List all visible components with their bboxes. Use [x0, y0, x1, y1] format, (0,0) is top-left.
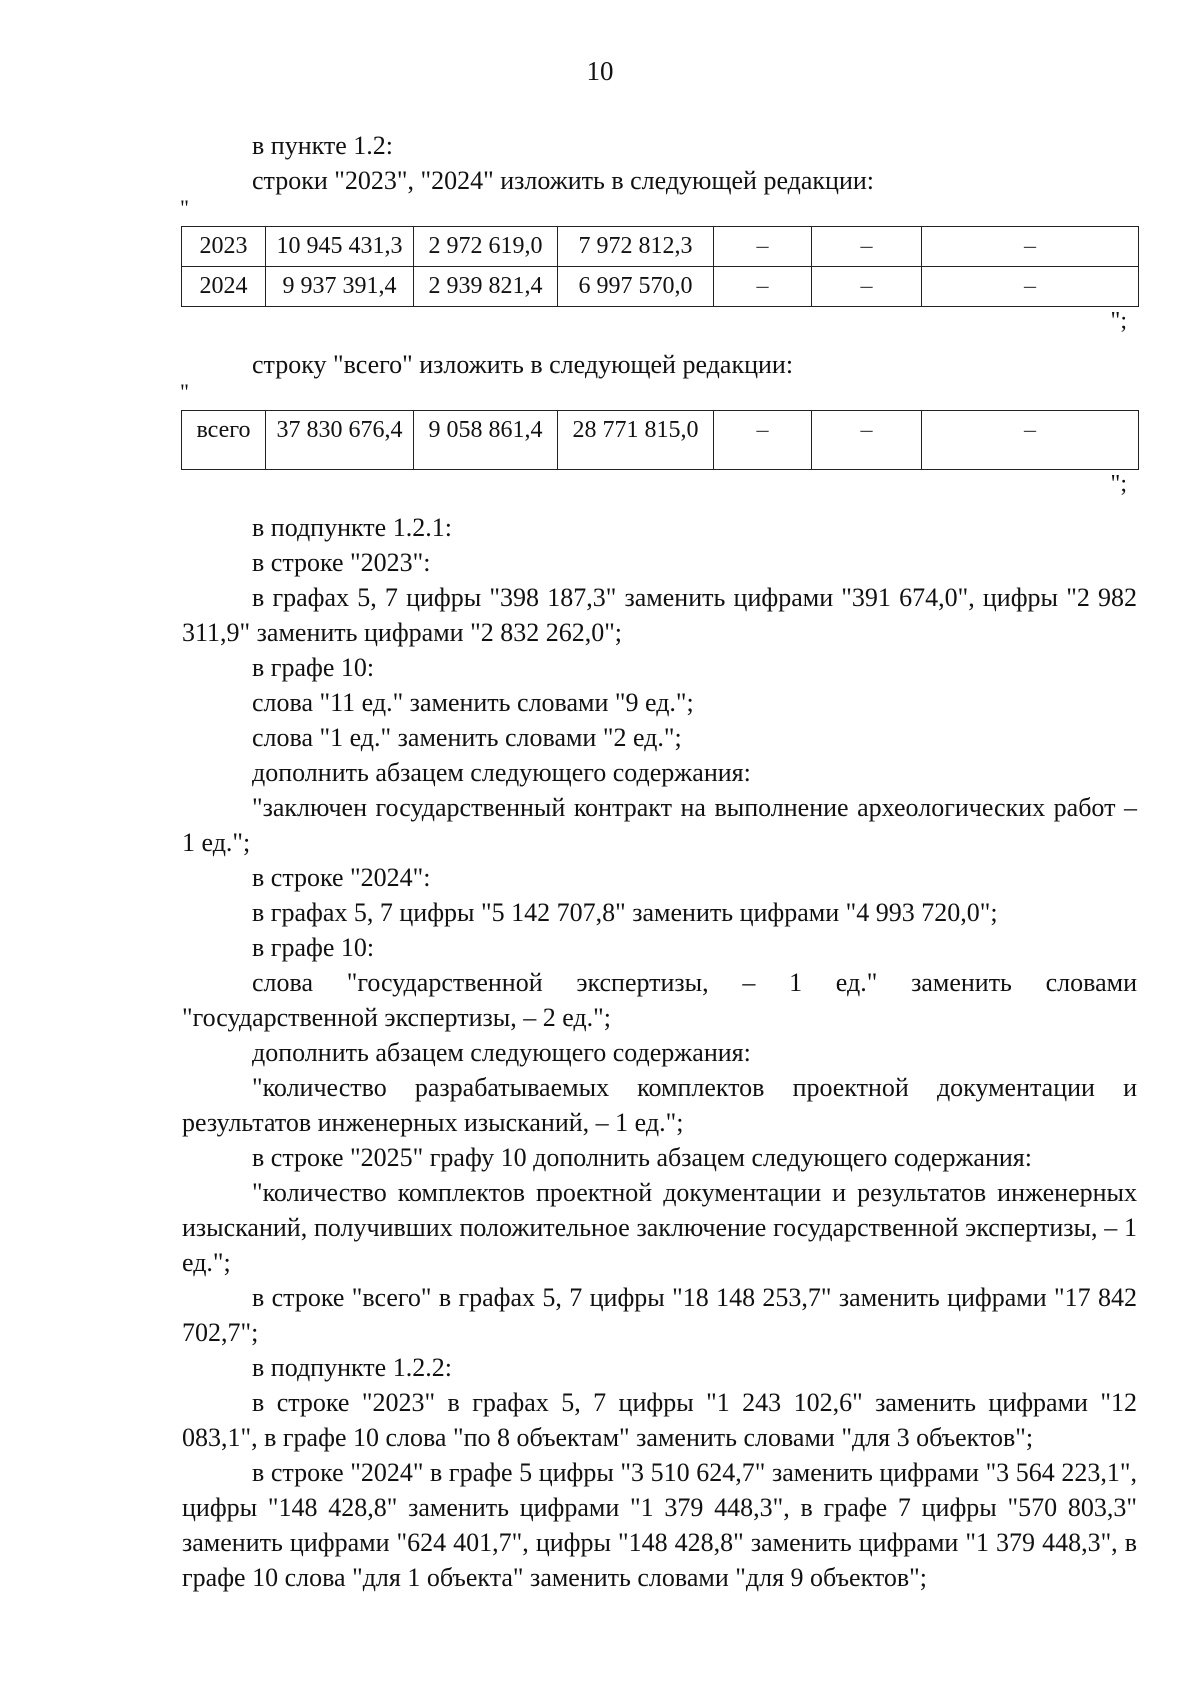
table-cell: всего [182, 411, 266, 470]
paragraph: в подпункте 1.2.1: [252, 513, 452, 542]
amendment-table-total [181, 410, 1139, 470]
paragraph: в графе 10: [252, 933, 375, 962]
table-cell: – [922, 227, 1139, 267]
paragraph: в подпункте 1.2.2: [252, 1353, 452, 1382]
paragraph: в строке "2024" в графе 5 цифры "3 510 624,7" заменить цифрами "3 564 223,1", цифры "148 428,8" заменить цифрами "1 379 448,3", в графе 7 цифры "570 803,3" заменить цифрами "624 401,7", цифры "148 428,8" заменить цифрами "1 379 448,3", в графе 10 слова "для 1 объекта" заменить словами "для 9 объектов"; [182, 1458, 1137, 1592]
closing-quote: "; [1110, 308, 1127, 334]
paragraph: в строке "всего" в графах 5, 7 цифры "18 148 253,7" заменить цифрами "17 842 702,7"; [182, 1283, 1137, 1347]
paragraph: в графах 5, 7 цифры "398 187,3" заменить цифрами "391 674,0", цифры "2 982 311,9" заменить цифрами "2 832 262,0"; [182, 583, 1137, 647]
paragraph: "количество комплектов проектной документации и результатов инженерных изысканий, получивших положительное заключение государственной экспертизы, – 1 ед."; [182, 1178, 1137, 1277]
paragraph: строку "всего" изложить в следующей редакции: [252, 350, 794, 379]
paragraph: в строке "2023": [252, 548, 431, 577]
table-cell: 2023 [182, 227, 266, 267]
table-cell: 2 972 619,0 [414, 227, 558, 267]
table-cell: – [714, 411, 812, 470]
table-cell: – [922, 411, 1139, 470]
table-cell: – [812, 267, 922, 307]
closing-quote: "; [1110, 471, 1127, 497]
paragraph: в строке "2025" графу 10 дополнить абзацем следующего содержания: [252, 1143, 1032, 1172]
paragraph: дополнить абзацем следующего содержания: [252, 758, 751, 787]
paragraph: дополнить абзацем следующего содержания: [252, 1038, 751, 1067]
table-row [182, 227, 1139, 267]
paragraph: слова "государственной экспертизы, – 1 ед." заменить словами "государственной экспертизы, – 2 ед."; [182, 968, 1137, 1032]
table-cell: – [922, 267, 1139, 307]
table-cell: 28 771 815,0 [558, 411, 714, 470]
table-cell: 2 939 821,4 [414, 267, 558, 307]
table-cell: 9 937 391,4 [266, 267, 414, 307]
opening-quote: " [180, 195, 189, 220]
table-cell: – [812, 411, 922, 470]
paragraph: в графах 5, 7 цифры "5 142 707,8" заменить цифрами "4 993 720,0"; [252, 898, 998, 927]
table-cell: – [812, 227, 922, 267]
table-cell: – [714, 267, 812, 307]
opening-quote: " [180, 379, 189, 404]
table-cell: 2024 [182, 267, 266, 307]
table-cell: 6 997 570,0 [558, 267, 714, 307]
paragraph: в графе 10: [252, 653, 375, 682]
table-row [182, 267, 1139, 307]
paragraph: в строке "2024": [252, 863, 431, 892]
paragraph: строки "2023", "2024" изложить в следующей редакции: [252, 166, 875, 195]
paragraph: слова "1 ед." заменить словами "2 ед."; [252, 723, 682, 752]
paragraph: слова "11 ед." заменить словами "9 ед."; [252, 688, 694, 717]
paragraph: "количество разрабатываемых комплектов проектной документации и результатов инженерных изысканий, – 1 ед."; [182, 1073, 1137, 1137]
table-row [182, 411, 1139, 470]
table-cell: 9 058 861,4 [414, 411, 558, 470]
table-cell: 37 830 676,4 [266, 411, 414, 470]
paragraph: в пункте 1.2: [252, 131, 394, 160]
paragraph: "заключен государственный контракт на выполнение археологических работ – 1 ед."; [182, 793, 1137, 857]
page-number: 10 [586, 56, 614, 86]
amendment-table-years [181, 226, 1139, 307]
table-cell: – [714, 227, 812, 267]
paragraph: в строке "2023" в графах 5, 7 цифры "1 243 102,6" заменить цифрами "12 083,1", в графе 10 слова "по 8 объектам" заменить словами "для 3 объектов"; [182, 1388, 1137, 1452]
document-body [182, 128, 1137, 1595]
table-cell: 7 972 812,3 [558, 227, 714, 267]
table-cell: 10 945 431,3 [266, 227, 414, 267]
